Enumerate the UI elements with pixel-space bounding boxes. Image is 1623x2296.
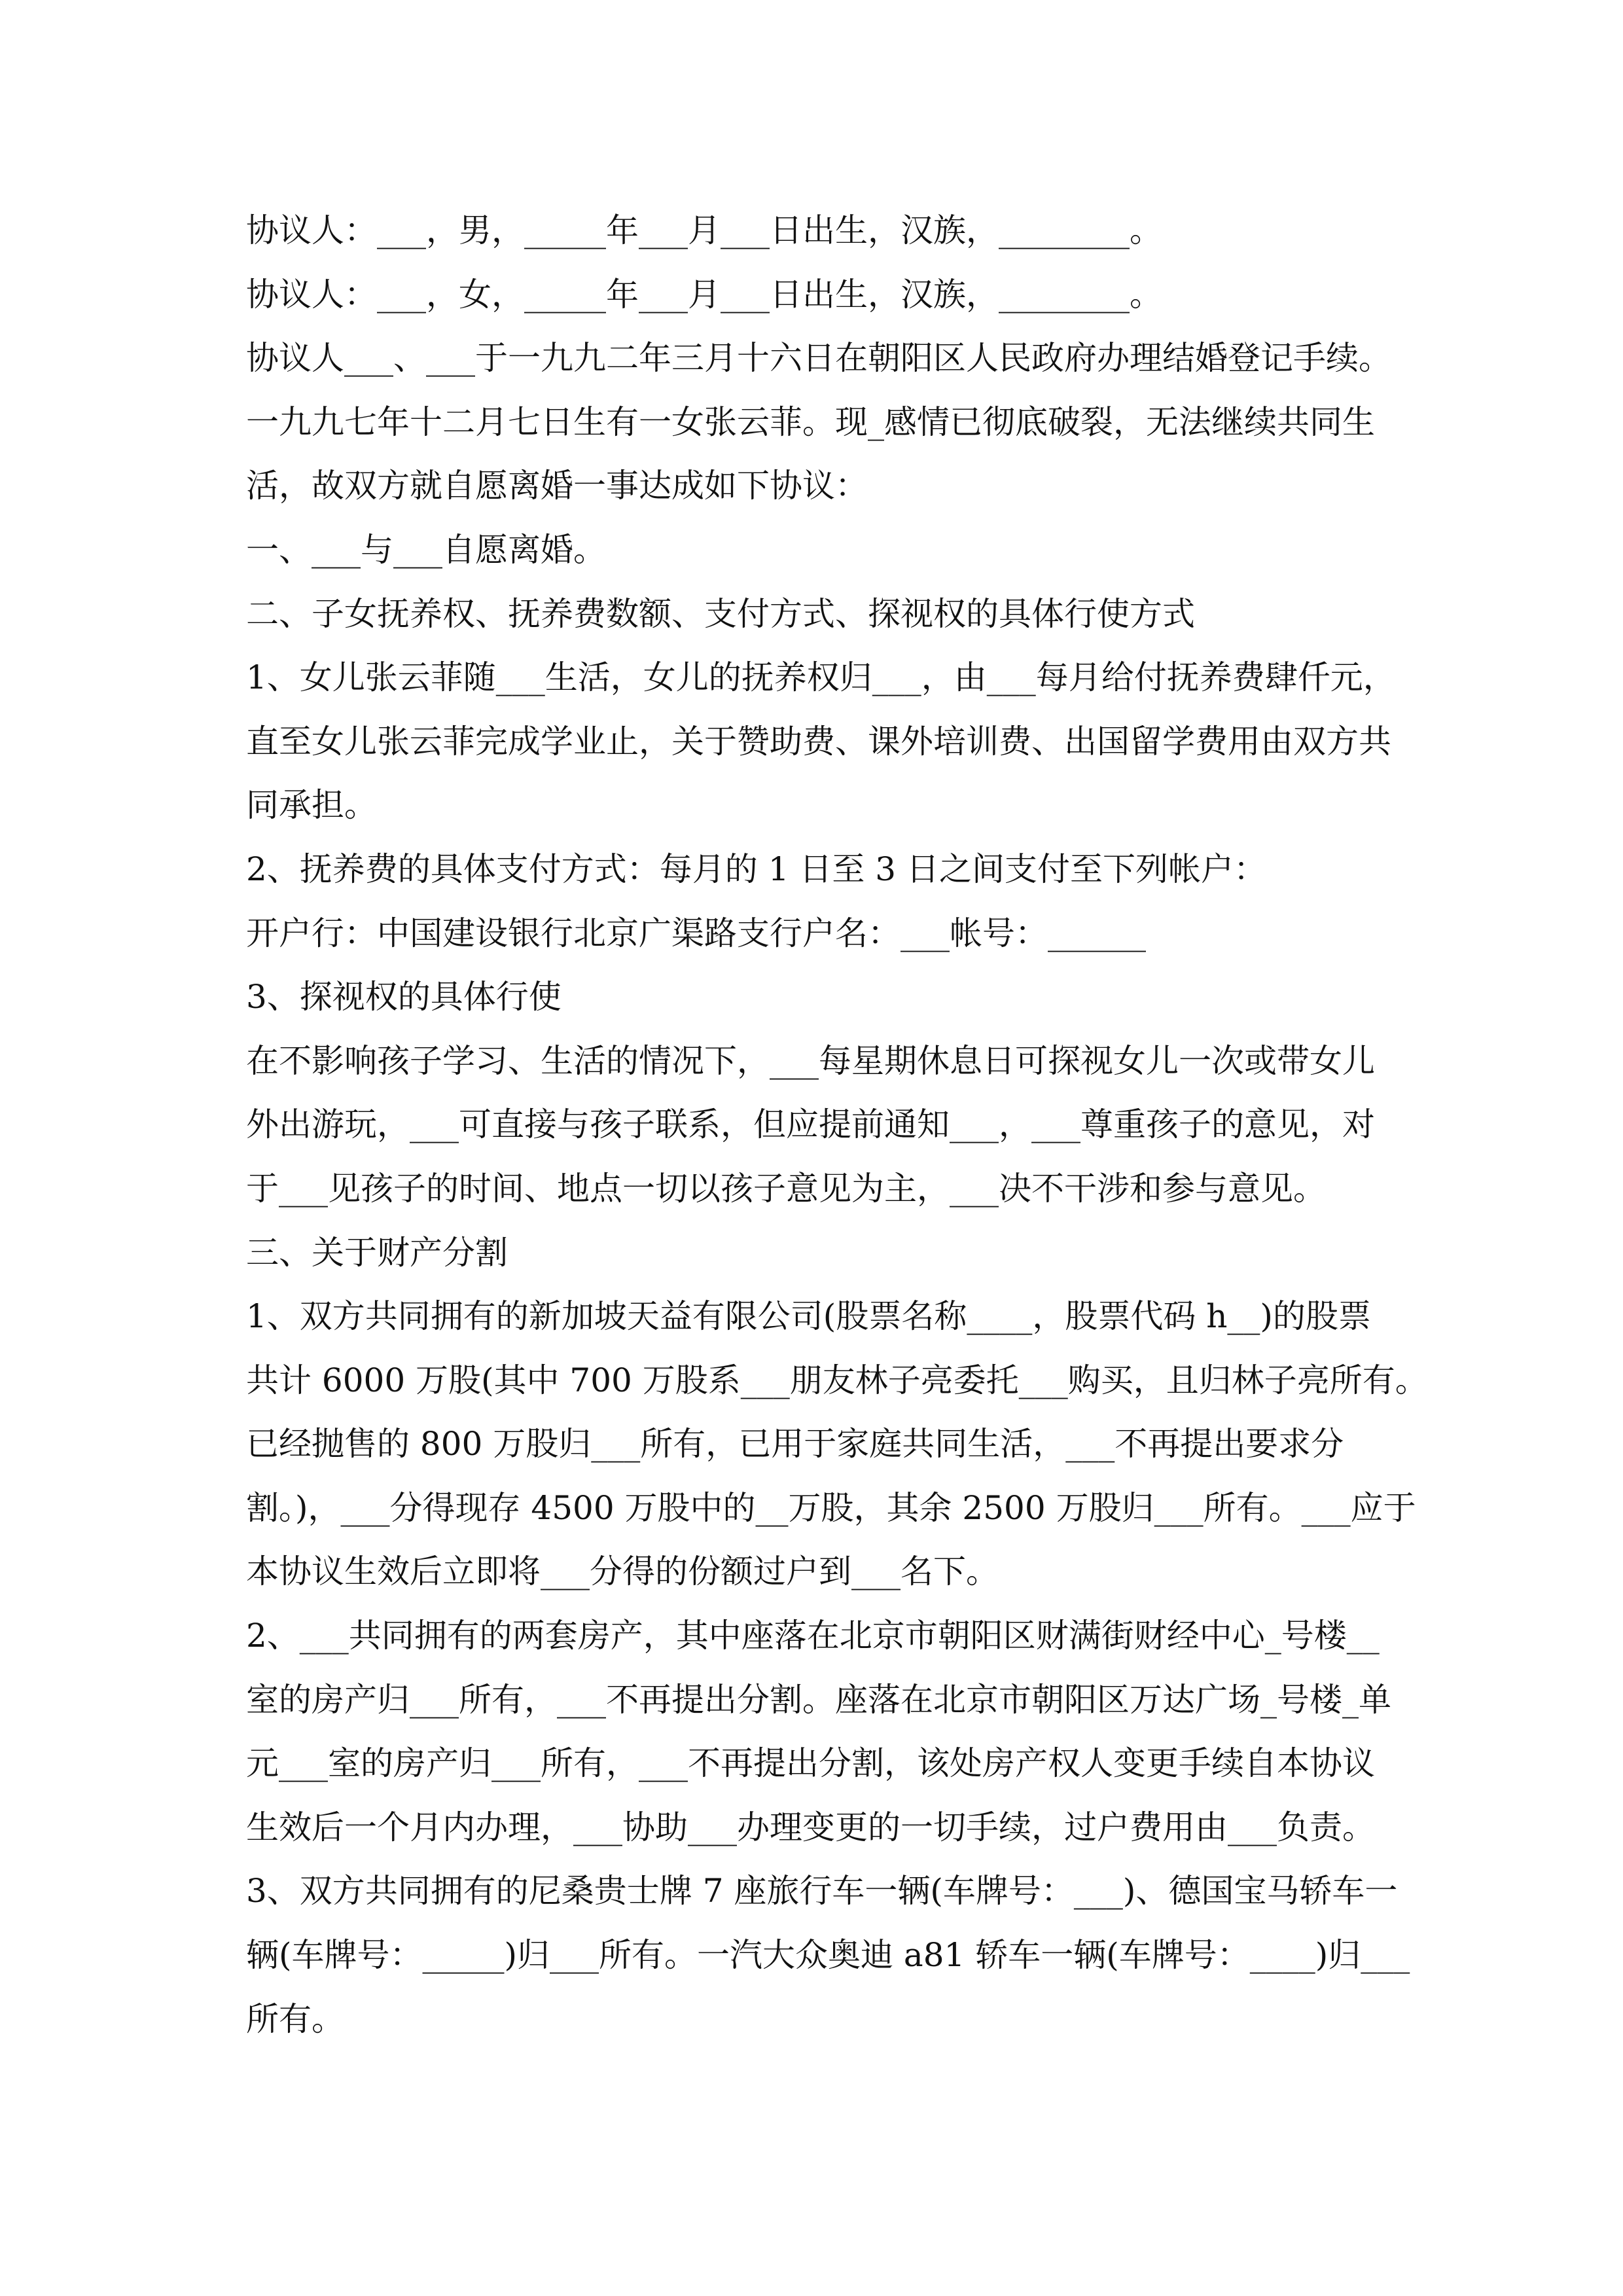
text-line: 开户行：中国建设银行北京广渠路支行户名：___帐号：______: [246, 914, 1146, 952]
section-heading: 二、子女抚养权、抚养费数额、支付方式、探视权的具体行使方式: [246, 594, 1195, 633]
text-line: 3、双方共同拥有的尼桑贵士牌 7 座旅行车一辆(车牌号：___)、德国宝马轿车一: [246, 1872, 1398, 1910]
text-line: 1、女儿张云菲随___生活，女儿的抚养权归___，由___每月给付抚养费肆仟元，: [246, 658, 1396, 697]
text-line: 本协议生效后立即将___分得的份额过户到___名下。: [246, 1552, 999, 1591]
text-line: 2、抚养费的具体支付方式：每月的 1 日至 3 日之间支付至下列帐户：: [246, 850, 1267, 888]
text-line: 活，故双方就自愿离婚一事达成如下协议：: [246, 467, 868, 505]
text-line: 室的房产归___所有，___不再提出分割。座落在北京市朝阳区万达广场_号楼_单: [246, 1680, 1391, 1719]
text-line: 直至女儿张云菲完成学业止，关于赞助费、课外培训费、出国留学费用由双方共: [246, 722, 1391, 761]
text-line: 3、探视权的具体行使: [246, 978, 562, 1016]
text-line: 1、双方共同拥有的新加坡天益有限公司(股票名称____，股票代码 h__)的股票: [246, 1297, 1371, 1336]
text-line: 已经抛售的 800 万股归___所有，已用于家庭共同生活，___不再提出要求分: [246, 1425, 1344, 1463]
text-line: 同承担。: [246, 786, 377, 825]
text-line: 生效后一个月内办理，___协助___办理变更的一切手续，过户费用由___负责。: [246, 1808, 1375, 1846]
text-line: 2、___共同拥有的两套房产，其中座落在北京市朝阳区财满街财经中心_号楼__: [246, 1617, 1380, 1655]
text-line: 一、___与___自愿离婚。: [246, 530, 606, 569]
text-line: 外出游玩，___可直接与孩子联系，但应提前通知___，___尊重孩子的意见，对: [246, 1105, 1375, 1144]
text-line: 所有。: [246, 2000, 344, 2038]
text-line: 共计 6000 万股(其中 700 万股系___朋友林子亮委托___购买，且归林子亮所有。: [246, 1361, 1428, 1399]
text-line: 协议人___、___于一九九二年三月十六日在朝阳区人民政府办理结婚登记手续。: [246, 339, 1391, 378]
text-line: 协议人：___，男，_____年___月___日出生，汉族，________。: [246, 211, 1162, 249]
document-body: [246, 199, 1428, 2051]
text-line: 元___室的房产归___所有，___不再提出分割，该处房产权人变更手续自本协议: [246, 1744, 1375, 1783]
text-line: 协议人：___，女，_____年___月___日出生，汉族，________。: [246, 275, 1162, 314]
text-line: 于___见孩子的时间、地点一切以孩子意见为主，___决不干涉和参与意见。: [246, 1169, 1326, 1208]
text-line: 辆(车牌号：_____)归___所有。一汽大众奥迪 a81 轿车一辆(车牌号：____)归___: [246, 1936, 1410, 1975]
text-line: 在不影响孩子学习、生活的情况下，___每星期休息日可探视女儿一次或带女儿: [246, 1041, 1375, 1080]
section-heading: 三、关于财产分割: [246, 1233, 508, 1272]
text-line: 一九九七年十二月七日生有一女张云菲。现_感情已彻底破裂，无法继续共同生: [246, 403, 1375, 441]
text-line: 割。)，___分得现存 4500 万股中的__万股，其余 2500 万股归___所有。___应于: [246, 1488, 1416, 1527]
